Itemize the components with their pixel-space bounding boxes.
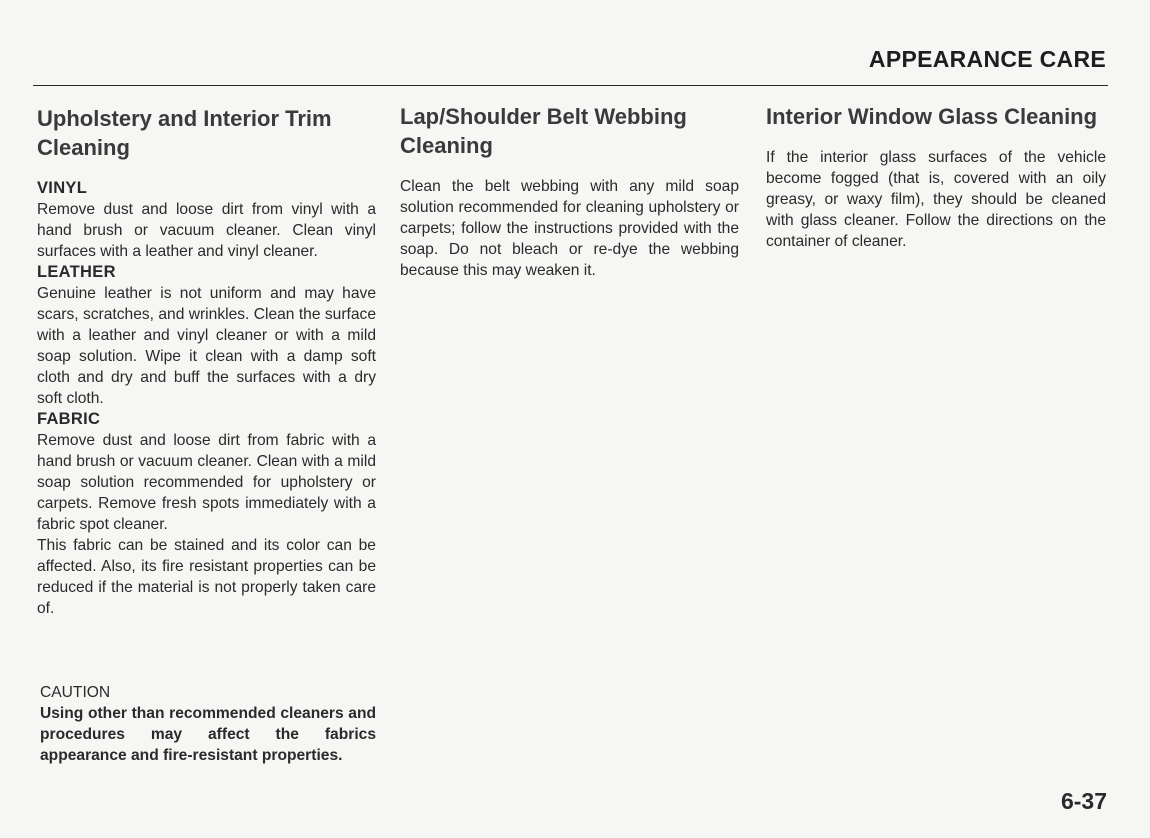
vinyl-subhead: VINYL: [37, 179, 88, 197]
upholstery-title: Upholstery and Interior Trim Cleaning: [37, 106, 332, 160]
fabric-text-1: Remove dust and loose dirt from fabric with a hand brush or vacuum cleaner. Clean with a mild soap solution recommended for upholstery or carpets. Remove fresh spots immediately with a fabric spot cleaner.: [37, 432, 376, 533]
belt-webbing-title: Lap/Shoulder Belt Webbing Cleaning: [400, 104, 687, 158]
header-divider: [33, 85, 1108, 86]
window-glass-text: If the interior glass surfaces of the vehicle become fogged (that is, covered with an oily greasy, or waxy film), they should be cleaned with glass cleaner. Follow the directions on the container of cleaner.: [766, 149, 1106, 250]
caution-box: [40, 682, 376, 766]
column-upholstery: [37, 102, 376, 619]
fabric-subhead: FABRIC: [37, 410, 101, 428]
caution-title: CAUTION: [40, 684, 111, 701]
column-window-glass: [766, 102, 1106, 252]
leather-text: Genuine leather is not uniform and may have scars, scratches, and wrinkles. Clean the surface with a leather and vinyl cleaner or with a mild soap solution. Wipe it clean with a damp soft cloth and dry and buff the surfaces with a dry soft cloth.: [37, 285, 376, 407]
column-belt-webbing: [400, 102, 739, 281]
section-header-title: APPEARANCE CARE: [868, 46, 1106, 72]
window-glass-title: Interior Window Glass Cleaning: [766, 104, 1098, 129]
caution-text: Using other than recommended cleaners and procedures may affect the fabrics appearance and fire-resistant properties.: [40, 705, 376, 764]
belt-webbing-text: Clean the belt webbing with any mild soap solution recommended for cleaning upholstery or carpets; follow the instructions provided with the soap. Do not bleach or re-dye the webbing because this may weaken it.: [400, 178, 739, 279]
page-number: 6-37: [1060, 788, 1107, 814]
fabric-text-2: This fabric can be stained and its color can be affected. Also, its fire resistant properties can be reduced if the material is not properly taken care of.: [37, 537, 376, 617]
vinyl-text: Remove dust and loose dirt from vinyl with a hand brush or vacuum cleaner. Clean vinyl surfaces with a leather and vinyl cleaner.: [37, 201, 376, 260]
leather-subhead: LEATHER: [37, 263, 116, 281]
